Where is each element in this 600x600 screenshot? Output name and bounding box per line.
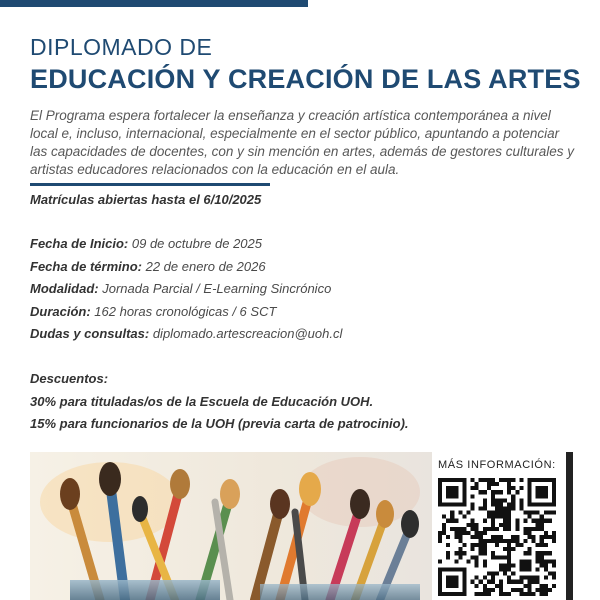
discounts-section: [30, 371, 409, 439]
section-divider: [30, 183, 270, 186]
detail-label: Modalidad:: [30, 281, 99, 296]
detail-value: 22 de enero de 2026: [145, 258, 266, 274]
right-edge-strip: [566, 452, 573, 600]
detail-duration: [30, 304, 342, 327]
detail-contact: [30, 326, 342, 349]
detail-label: Dudas y consultas:: [30, 326, 150, 341]
more-info-label: MÁS INFORMACIÓN:: [438, 459, 556, 471]
program-details: [30, 236, 342, 349]
program-title: EDUCACIÓN Y CREACIÓN DE LAS ARTES: [30, 64, 581, 94]
detail-end-date: [30, 259, 342, 282]
detail-value: Jornada Parcial / E-Learning Sincrónico: [102, 281, 332, 296]
discount-item: 30% para tituladas/os de la Escuela de Educación UOH.: [30, 393, 374, 409]
enrollment-deadline: Matrículas abiertas hasta el 6/10/2025: [30, 192, 262, 207]
qr-code[interactable]: [438, 478, 556, 596]
detail-label: Duración:: [30, 303, 91, 319]
paintbrushes-photo: [30, 452, 432, 600]
discount-item: 15% para funcionarios de la UOH (previa carta de patrocinio).: [30, 416, 409, 431]
detail-label: Fecha de Inicio:: [30, 236, 129, 251]
contact-email-link[interactable]: diplomado.artescreacion@uoh.cl: [152, 326, 343, 341]
detail-label: Fecha de término:: [30, 258, 142, 274]
detail-start-date: [30, 236, 342, 259]
detail-value: 162 horas cronológicas / 6 SCT: [94, 303, 277, 319]
program-pretitle: DIPLOMADO DE: [30, 34, 213, 60]
detail-value: 09 de octubre de 2025: [131, 236, 262, 251]
program-description: El Programa espera fortalecer la enseñanza y creación artística contemporánea a nivel local e, incluso, internacional, especialmente en el sector público, apuntando a potenciar las capacidades de docentes, con y sin mención en artes, además de gestores culturales y artistas educadores relacionados con la educación en el aula.: [30, 108, 575, 177]
discounts-heading: Descuentos:: [30, 371, 109, 386]
top-accent-bar: [0, 0, 308, 7]
detail-modality: [30, 281, 342, 304]
